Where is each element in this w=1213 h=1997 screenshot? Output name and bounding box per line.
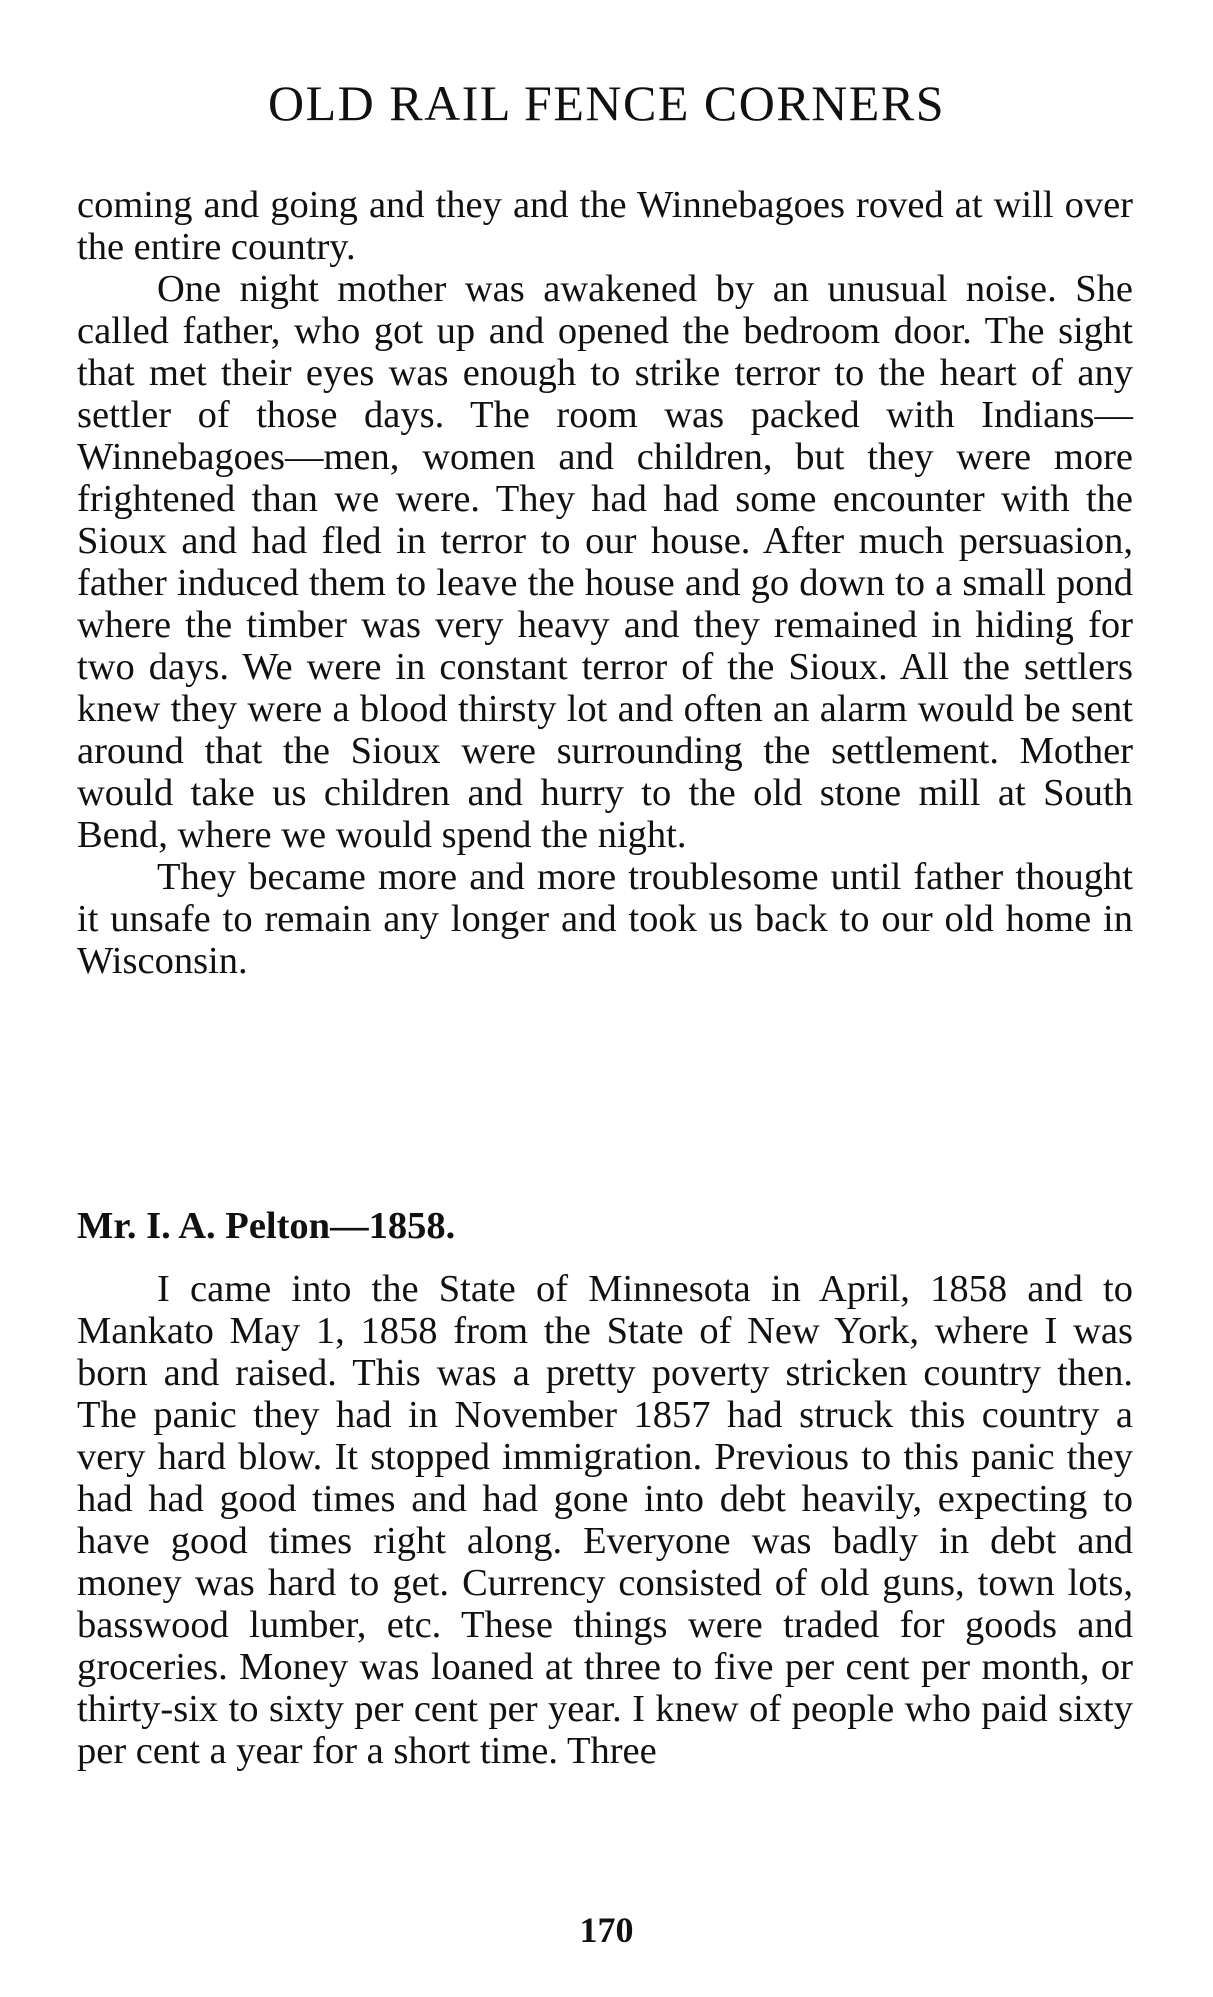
section-heading: Mr. I. A. Pelton—1858. (77, 1205, 456, 1247)
paragraph: coming and going and they and the Winnebagoes roved at will over the entire country. (77, 184, 1133, 268)
paragraph: They became more and more troublesome until father thought it unsafe to remain any longer and took us back to our old home in Wisconsin. (77, 856, 1133, 982)
page-number: 170 (579, 1910, 634, 1950)
text-block-top (77, 184, 1133, 982)
paragraph: One night mother was awakened by an unusual noise. She called father, who got up and opened the bedroom door. The sight that met their eyes was enough to strike terror to the heart of any settler of those days. The room was packed with Indians—Winnebagoes—men, women and children, but they were more frightened than we were. They had had some encounter with the Sioux and had fled in terror to our house. After much persuasion, father induced them to leave the house and go down to a small pond where the timber was very heavy and they remained in hiding for two days. We were in constant terror of the Sioux. All the settlers knew they were a blood thirsty lot and often an alarm would be sent around that the Sioux were surrounding the settlement. Mother would take us children and hurry to the old stone mill at South Bend, where we would spend the night. (77, 268, 1133, 856)
text-block-bottom (77, 1268, 1133, 1772)
paragraph: I came into the State of Minnesota in April, 1858 and to Mankato May 1, 1858 from the State of New York, where I was born and raised. This was a pretty poverty stricken country then. The panic they had in November 1857 had struck this country a very hard blow. It stopped immigration. Previous to this panic they had had good times and had gone into debt heavily, expecting to have good times right along. Everyone was badly in debt and money was hard to get. Currency consisted of old guns, town lots, basswood lumber, etc. These things were traded for goods and groceries. Money was loaned at three to five per cent per month, or thirty-six to sixty per cent per year. I knew of people who paid sixty per cent a year for a short time. Three (77, 1268, 1133, 1772)
running-head: OLD RAIL FENCE CORNERS (267, 75, 946, 131)
